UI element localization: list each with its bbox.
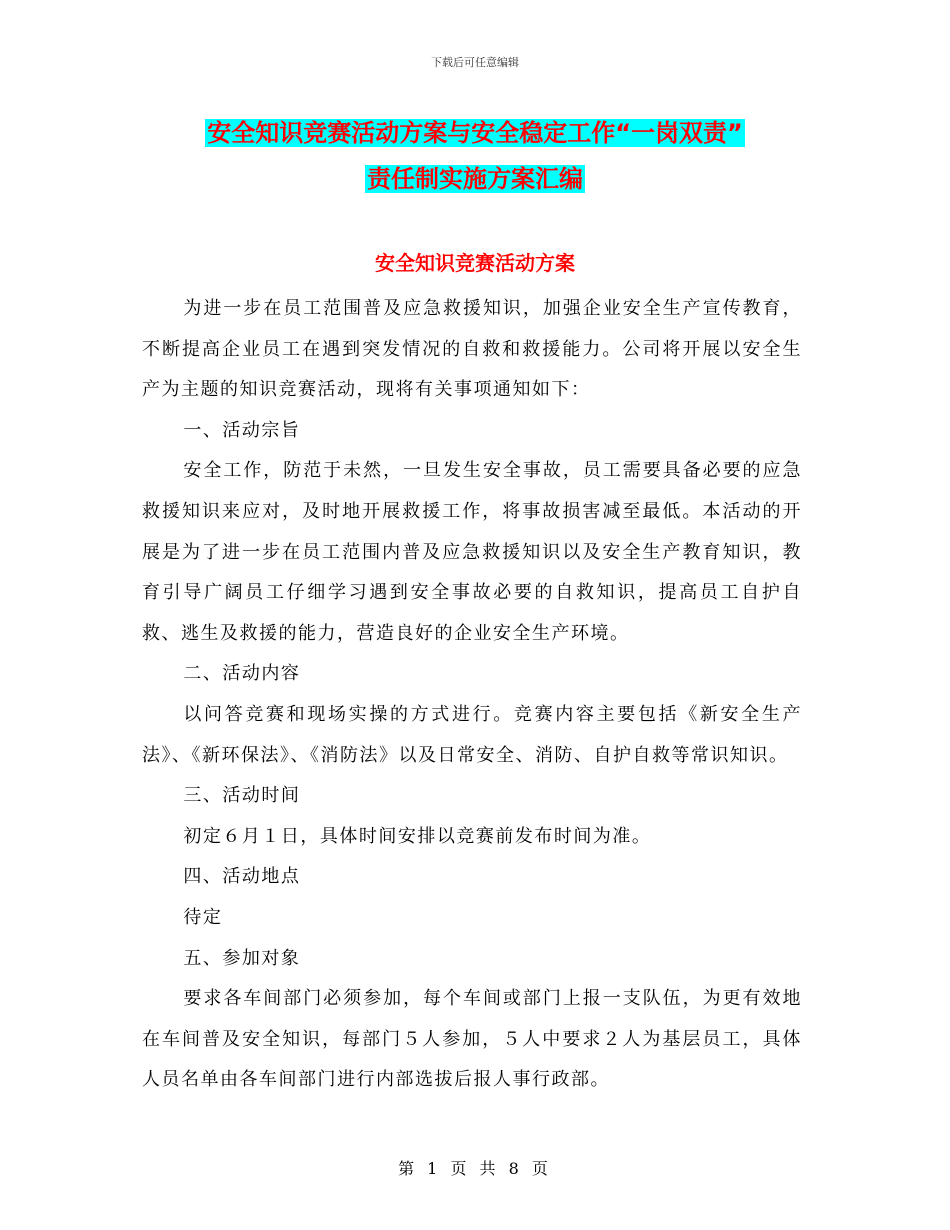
document-title <box>0 110 950 202</box>
heading-content: 二、活动内容 <box>183 663 301 685</box>
title-line-1: 安全知识竞赛活动方案与安全稳定工作“一岗双责” <box>207 119 743 147</box>
document-body <box>142 289 802 1101</box>
paragraph-purpose: 安全工作，防范于未然，一旦发生安全事故，员工需要具备必要的应急救援知识来应对，及时地开展救援工作，将事故损害减至最低。本活动的开展是为了进一步在员工范围内普及应急救援知识以及安全生产教育知识，教育引导广阔员工仔细学习遇到安全事故必要的自救知识，提高员工自护自救、逃生及救援的能力，营造良好的企业安全生产环境。 <box>142 460 802 644</box>
section-title: 安全知识竞赛活动方案 <box>375 251 575 275</box>
heading-purpose: 一、活动宗旨 <box>183 419 301 441</box>
intro-paragraph: 为进一步在员工范围普及应急救援知识，加强企业安全生产宣传教育，不断提高企业员工在遇到突发情况的自救和救援能力。公司将开展以安全生产为主题的知识竞赛活动，现将有关事项通知如下： <box>142 298 802 401</box>
paragraph-participants: 要求各车间部门必须参加，每个车间或部门上报一支队伍，为更有效地在车间普及安全知识，每部门５人参加，５人中要求２人为基层员工，具体人员名单由各车间部门进行内部选拔后报人事行政部。 <box>142 988 802 1091</box>
page-footer: 第 1 页 共 8 页 <box>398 1159 552 1178</box>
paragraph-location: 待定 <box>183 906 223 928</box>
heading-location: 四、活动地点 <box>183 866 301 888</box>
paragraph-time: 初定６月１日，具体时间安排以竞赛前发布时间为准。 <box>183 825 652 847</box>
heading-participants: 五、参加对象 <box>183 947 301 969</box>
paragraph-content: 以问答竞赛和现场实操的方式进行。竞赛内容主要包括《新安全生产法》、《新环保法》、《消防法》以及日常安全、消防、自护自救等常识知识。 <box>142 703 802 766</box>
header-note: 下载后可任意编辑 <box>431 56 519 69</box>
heading-time: 三、活动时间 <box>183 785 301 807</box>
title-line-2: 责任制实施方案汇编 <box>367 165 583 193</box>
